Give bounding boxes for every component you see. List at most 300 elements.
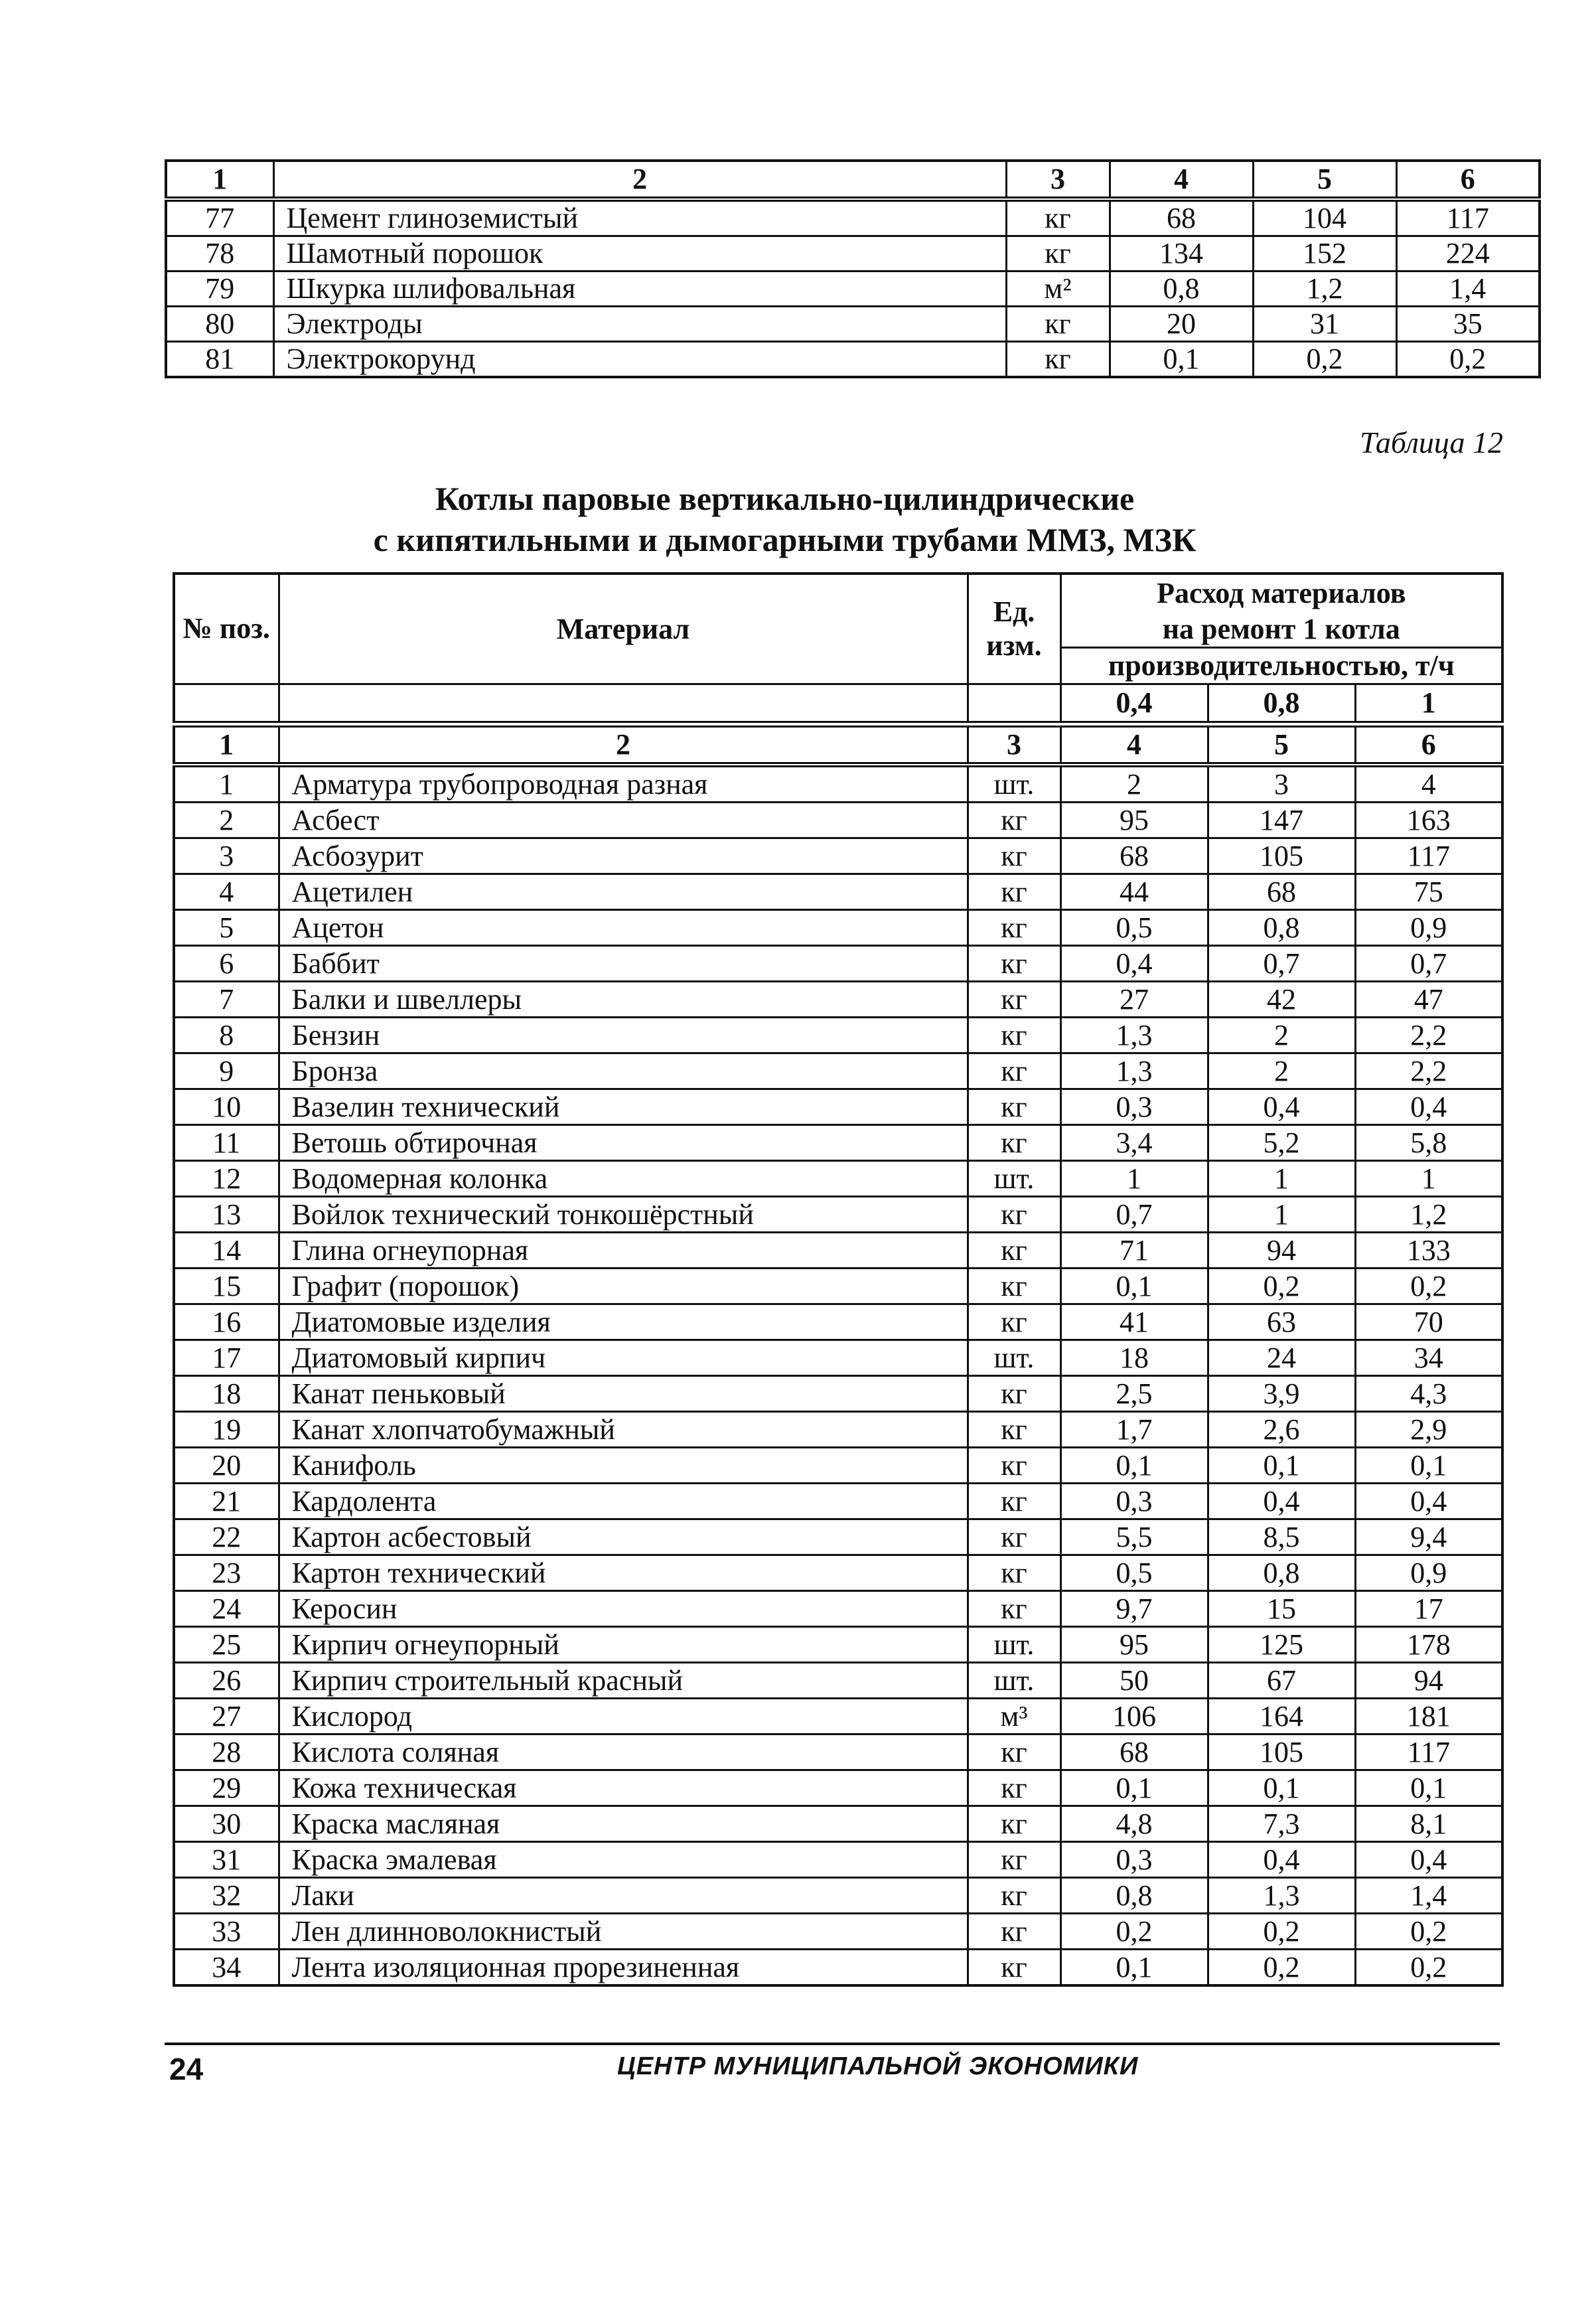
material-name: Диатомовые изделия	[279, 1304, 968, 1340]
row-number: 16	[174, 1304, 279, 1340]
value-col-5: 0,2	[1208, 1914, 1355, 1950]
column-number: 4	[1060, 724, 1208, 765]
value-col-5: 0,2	[1208, 1269, 1355, 1304]
row-number: 12	[174, 1161, 279, 1197]
unit: кг	[968, 874, 1060, 910]
col-head-material: Материал	[279, 574, 968, 684]
value-col-5: 0,8	[1208, 1555, 1355, 1591]
material-name: Баббит	[279, 946, 968, 982]
table-row	[166, 307, 1540, 342]
material-name: Краска эмалевая	[279, 1842, 968, 1878]
table-row	[174, 1519, 1502, 1555]
material-name: Краска масляная	[279, 1806, 968, 1842]
col-head-cap-1: 0,4	[1060, 684, 1208, 725]
value-col-5: 0,7	[1208, 946, 1355, 982]
value-col-4: 44	[1060, 874, 1208, 910]
row-number: 14	[174, 1233, 279, 1269]
row-number: 8	[174, 1018, 279, 1053]
table-row	[174, 1914, 1502, 1950]
row-number: 25	[174, 1627, 279, 1663]
value-col-5: 0,1	[1208, 1448, 1355, 1484]
value-col-6: 0,1	[1355, 1770, 1502, 1806]
unit: кг	[968, 1770, 1060, 1806]
table-row	[166, 342, 1540, 378]
value-col-5: 94	[1208, 1233, 1355, 1269]
value-col-6: 0,1	[1355, 1448, 1502, 1484]
row-number: 20	[174, 1448, 279, 1484]
row-number: 79	[166, 271, 273, 307]
value-col-6: 181	[1355, 1699, 1502, 1735]
material-name: Канат хлопчатобумажный	[279, 1412, 968, 1448]
value-col-6: 70	[1355, 1304, 1502, 1340]
unit: шт.	[968, 1627, 1060, 1663]
unit: кг	[968, 1412, 1060, 1448]
value-col-4: 68	[1110, 199, 1253, 236]
row-number: 9	[174, 1053, 279, 1089]
table-row	[174, 1842, 1502, 1878]
unit: кг	[968, 1304, 1060, 1340]
row-number: 7	[174, 982, 279, 1018]
material-name: Ветошь обтирочная	[279, 1125, 968, 1161]
value-col-4: 0,5	[1060, 1555, 1208, 1591]
material-name: Кардолента	[279, 1484, 968, 1519]
table-row	[166, 236, 1540, 271]
table-row	[174, 1627, 1502, 1663]
unit: кг	[968, 1125, 1060, 1161]
value-col-4: 134	[1110, 236, 1253, 271]
value-col-6: 9,4	[1355, 1519, 1502, 1555]
col-head-consumption-1: Расход материалов	[1060, 574, 1502, 612]
column-number-row	[174, 724, 1502, 765]
value-col-5: 2,6	[1208, 1412, 1355, 1448]
material-name: Канат пеньковый	[279, 1376, 968, 1412]
value-col-4: 0,4	[1060, 946, 1208, 982]
unit: кг	[968, 1591, 1060, 1627]
row-number: 15	[174, 1269, 279, 1304]
unit: шт.	[968, 1663, 1060, 1699]
unit: кг	[968, 982, 1060, 1018]
unit: кг	[968, 1448, 1060, 1484]
material-name: Водомерная колонка	[279, 1161, 968, 1197]
material-name: Ацетилен	[279, 874, 968, 910]
material-name: Канифоль	[279, 1448, 968, 1484]
value-col-5: 31	[1253, 307, 1396, 342]
col-head-pos: № поз.	[174, 574, 279, 684]
material-name: Кислота соляная	[279, 1735, 968, 1770]
row-number: 81	[166, 342, 273, 378]
material-name: Цемент глиноземистый	[273, 199, 1006, 236]
value-col-5: 0,4	[1208, 1842, 1355, 1878]
value-col-4: 0,3	[1060, 1089, 1208, 1125]
value-col-5: 3	[1208, 765, 1355, 803]
column-number: 1	[166, 161, 273, 199]
value-col-6: 0,4	[1355, 1484, 1502, 1519]
value-col-5: 1	[1208, 1161, 1355, 1197]
value-col-6: 0,7	[1355, 946, 1502, 982]
table-row	[174, 1448, 1502, 1484]
row-number: 10	[174, 1089, 279, 1125]
row-number: 1	[174, 765, 279, 803]
row-number: 22	[174, 1519, 279, 1555]
material-name: Шамотный порошок	[273, 236, 1006, 271]
table-row	[174, 765, 1502, 803]
material-name: Бензин	[279, 1018, 968, 1053]
table-row	[174, 1735, 1502, 1770]
table-row	[174, 946, 1502, 982]
material-name: Картон технический	[279, 1555, 968, 1591]
table-title-line-2: с кипятильными и дымогарными трубами ММЗ, МЗК	[373, 521, 1197, 558]
value-col-5: 0,1	[1208, 1770, 1355, 1806]
row-number: 17	[174, 1340, 279, 1376]
value-col-4: 0,1	[1060, 1269, 1208, 1304]
table-row	[166, 199, 1540, 236]
material-name: Ацетон	[279, 910, 968, 946]
unit: м³	[968, 1699, 1060, 1735]
unit: кг	[1006, 236, 1110, 271]
table-row	[174, 1591, 1502, 1627]
value-col-5: 1,3	[1208, 1878, 1355, 1914]
value-col-5: 1	[1208, 1197, 1355, 1233]
material-name: Кирпич огнеупорный	[279, 1627, 968, 1663]
table-row	[174, 1340, 1502, 1376]
value-col-6: 133	[1355, 1233, 1502, 1269]
value-col-6: 5,8	[1355, 1125, 1502, 1161]
value-col-5: 147	[1208, 803, 1355, 838]
table-row	[166, 271, 1540, 307]
material-name: Электроды	[273, 307, 1006, 342]
unit: кг	[968, 1914, 1060, 1950]
value-col-4: 0,1	[1060, 1448, 1208, 1484]
value-col-6: 224	[1396, 236, 1540, 271]
value-col-4: 9,7	[1060, 1591, 1208, 1627]
row-number: 78	[166, 236, 273, 271]
row-number: 29	[174, 1770, 279, 1806]
value-col-6: 0,4	[1355, 1089, 1502, 1125]
value-col-6: 0,2	[1396, 342, 1540, 378]
column-number: 2	[279, 724, 968, 765]
value-col-5: 1,2	[1253, 271, 1396, 307]
table-row	[174, 1699, 1502, 1735]
table-title-line-1: Котлы паровые вертикально-цилиндрические	[435, 480, 1135, 517]
row-number: 4	[174, 874, 279, 910]
row-number: 21	[174, 1484, 279, 1519]
row-number: 80	[166, 307, 273, 342]
value-col-4: 18	[1060, 1340, 1208, 1376]
value-col-4: 0,2	[1060, 1914, 1208, 1950]
value-col-5: 24	[1208, 1340, 1355, 1376]
value-col-6: 0,4	[1355, 1842, 1502, 1878]
value-col-6: 0,2	[1355, 1950, 1502, 1986]
value-col-5: 152	[1253, 236, 1396, 271]
row-number: 6	[174, 946, 279, 982]
value-col-4: 50	[1060, 1663, 1208, 1699]
value-col-4: 1,3	[1060, 1018, 1208, 1053]
value-col-4: 1,3	[1060, 1053, 1208, 1089]
value-col-4: 27	[1060, 982, 1208, 1018]
value-col-4: 0,5	[1060, 910, 1208, 946]
unit: кг	[968, 1376, 1060, 1412]
value-col-4: 0,1	[1060, 1770, 1208, 1806]
material-name: Войлок технический тонкошёрстный	[279, 1197, 968, 1233]
value-col-5: 5,2	[1208, 1125, 1355, 1161]
unit: кг	[968, 1197, 1060, 1233]
unit: кг	[968, 1484, 1060, 1519]
row-number: 3	[174, 838, 279, 874]
value-col-4: 106	[1060, 1699, 1208, 1735]
table-row	[174, 1663, 1502, 1699]
value-col-5: 0,2	[1253, 342, 1396, 378]
material-name: Асбест	[279, 803, 968, 838]
table-row	[174, 1125, 1502, 1161]
unit: кг	[968, 1018, 1060, 1053]
value-col-5: 2	[1208, 1018, 1355, 1053]
column-number-row	[166, 161, 1540, 199]
material-name: Бронза	[279, 1053, 968, 1089]
value-col-4: 0,1	[1060, 1950, 1208, 1986]
unit: шт.	[968, 1340, 1060, 1376]
col-head-productivity: производительностью, т/ч	[1060, 648, 1502, 684]
table-row	[174, 803, 1502, 838]
value-col-4: 95	[1060, 1627, 1208, 1663]
material-name: Арматура трубопроводная разная	[279, 765, 968, 803]
table-row	[174, 1304, 1502, 1340]
unit: кг	[1006, 199, 1110, 236]
value-col-6: 17	[1355, 1591, 1502, 1627]
table-row	[174, 1233, 1502, 1269]
value-col-6: 35	[1396, 307, 1540, 342]
value-col-4: 2,5	[1060, 1376, 1208, 1412]
row-number: 32	[174, 1878, 279, 1914]
value-col-4: 41	[1060, 1304, 1208, 1340]
value-col-6: 2,2	[1355, 1018, 1502, 1053]
unit: кг	[968, 1806, 1060, 1842]
value-col-4: 2	[1060, 765, 1208, 803]
table-row	[174, 1412, 1502, 1448]
value-col-5: 164	[1208, 1699, 1355, 1735]
row-number: 30	[174, 1806, 279, 1842]
value-col-5: 63	[1208, 1304, 1355, 1340]
material-name: Лента изоляционная прорезиненная	[279, 1950, 968, 1986]
value-col-4: 0,8	[1110, 271, 1253, 307]
value-col-5: 105	[1208, 1735, 1355, 1770]
row-number: 77	[166, 199, 273, 236]
unit: кг	[1006, 307, 1110, 342]
material-name: Керосин	[279, 1591, 968, 1627]
unit: шт.	[968, 765, 1060, 803]
table-row	[174, 1161, 1502, 1197]
value-col-6: 117	[1396, 199, 1540, 236]
table-row	[174, 1197, 1502, 1233]
value-col-6: 2,2	[1355, 1053, 1502, 1089]
value-col-5: 0,8	[1208, 910, 1355, 946]
material-name: Асбозурит	[279, 838, 968, 874]
value-col-4: 0,7	[1060, 1197, 1208, 1233]
material-name: Лен длинноволокнистый	[279, 1914, 968, 1950]
row-number: 5	[174, 910, 279, 946]
value-col-6: 0,2	[1355, 1914, 1502, 1950]
value-col-6: 0,9	[1355, 1555, 1502, 1591]
unit: кг	[968, 1233, 1060, 1269]
row-number: 27	[174, 1699, 279, 1735]
unit: кг	[968, 803, 1060, 838]
value-col-6: 75	[1355, 874, 1502, 910]
col-head-consumption-2: на ремонт 1 котла	[1060, 612, 1502, 648]
value-col-5: 0,4	[1208, 1484, 1355, 1519]
unit: шт.	[968, 1161, 1060, 1197]
table-row	[174, 1806, 1502, 1842]
value-col-5: 0,2	[1208, 1950, 1355, 1986]
value-col-4: 1	[1060, 1161, 1208, 1197]
unit: кг	[968, 1555, 1060, 1591]
table-row	[174, 1053, 1502, 1089]
value-col-5: 42	[1208, 982, 1355, 1018]
col-head-cap-3: 1	[1355, 684, 1502, 725]
material-name: Электрокорунд	[273, 342, 1006, 378]
material-name: Лаки	[279, 1878, 968, 1914]
value-col-6: 94	[1355, 1663, 1502, 1699]
column-number: 6	[1355, 724, 1502, 765]
value-col-4: 4,8	[1060, 1806, 1208, 1842]
table-row	[174, 1089, 1502, 1125]
value-col-5: 8,5	[1208, 1519, 1355, 1555]
material-name: Шкурка шлифовальная	[273, 271, 1006, 307]
value-col-5: 104	[1253, 199, 1396, 236]
table-row	[174, 1770, 1502, 1806]
material-name: Кожа техническая	[279, 1770, 968, 1806]
value-col-4: 0,3	[1060, 1842, 1208, 1878]
value-col-6: 4,3	[1355, 1376, 1502, 1412]
col-head-unit: Ед. изм.	[968, 574, 1060, 684]
table-row	[174, 1555, 1502, 1591]
value-col-6: 178	[1355, 1627, 1502, 1663]
continuation-table	[165, 159, 1541, 378]
unit: кг	[968, 910, 1060, 946]
value-col-6: 117	[1355, 838, 1502, 874]
row-number: 34	[174, 1950, 279, 1986]
row-number: 24	[174, 1591, 279, 1627]
unit: кг	[968, 1519, 1060, 1555]
table-row	[174, 1878, 1502, 1914]
row-number: 19	[174, 1412, 279, 1448]
row-number: 33	[174, 1914, 279, 1950]
footer-rule	[165, 2043, 1500, 2045]
col-head-cap-2: 0,8	[1208, 684, 1355, 725]
row-number: 11	[174, 1125, 279, 1161]
unit: м²	[1006, 271, 1110, 307]
value-col-6: 0,9	[1355, 910, 1502, 946]
table-row	[174, 982, 1502, 1018]
unit: кг	[968, 1842, 1060, 1878]
value-col-6: 8,1	[1355, 1806, 1502, 1842]
row-number: 31	[174, 1842, 279, 1878]
row-number: 26	[174, 1663, 279, 1699]
value-col-5: 67	[1208, 1663, 1355, 1699]
value-col-6: 1,4	[1396, 271, 1540, 307]
column-number: 3	[968, 724, 1060, 765]
material-name: Вазелин технический	[279, 1089, 968, 1125]
value-col-6: 1,2	[1355, 1197, 1502, 1233]
value-col-5: 2	[1208, 1053, 1355, 1089]
table-row	[174, 838, 1502, 874]
value-col-6: 47	[1355, 982, 1502, 1018]
value-col-5: 125	[1208, 1627, 1355, 1663]
column-number: 1	[174, 724, 279, 765]
column-number: 4	[1110, 161, 1253, 199]
value-col-4: 68	[1060, 1735, 1208, 1770]
value-col-6: 1,4	[1355, 1878, 1502, 1914]
value-col-5: 3,9	[1208, 1376, 1355, 1412]
value-col-5: 7,3	[1208, 1806, 1355, 1842]
value-col-4: 0,8	[1060, 1878, 1208, 1914]
value-col-6: 0,2	[1355, 1269, 1502, 1304]
row-number: 28	[174, 1735, 279, 1770]
row-number: 2	[174, 803, 279, 838]
material-name: Кирпич строительный красный	[279, 1663, 968, 1699]
unit: кг	[968, 838, 1060, 874]
page-number: 24	[169, 2052, 204, 2086]
unit: кг	[1006, 342, 1110, 378]
value-col-6: 4	[1355, 765, 1502, 803]
material-name: Диатомовый кирпич	[279, 1340, 968, 1376]
value-col-6: 2,9	[1355, 1412, 1502, 1448]
value-col-5: 0,4	[1208, 1089, 1355, 1125]
unit: кг	[968, 1878, 1060, 1914]
value-col-4: 20	[1110, 307, 1253, 342]
value-col-6: 163	[1355, 803, 1502, 838]
table-row	[174, 1950, 1502, 1986]
table-row	[174, 1269, 1502, 1304]
table-caption: Таблица 12	[1359, 425, 1503, 459]
value-col-5: 15	[1208, 1591, 1355, 1627]
unit: кг	[968, 1269, 1060, 1304]
value-col-6: 117	[1355, 1735, 1502, 1770]
value-col-5: 105	[1208, 838, 1355, 874]
value-col-4: 0,3	[1060, 1484, 1208, 1519]
value-col-4: 71	[1060, 1233, 1208, 1269]
column-number: 2	[273, 161, 1006, 199]
unit: кг	[968, 1053, 1060, 1089]
table-row	[174, 910, 1502, 946]
value-col-4: 3,4	[1060, 1125, 1208, 1161]
column-number: 6	[1396, 161, 1540, 199]
unit: кг	[968, 1950, 1060, 1986]
value-col-6: 34	[1355, 1340, 1502, 1376]
table-row	[174, 1376, 1502, 1412]
column-number: 5	[1208, 724, 1355, 765]
row-number: 18	[174, 1376, 279, 1412]
value-col-4: 95	[1060, 803, 1208, 838]
unit: кг	[968, 1089, 1060, 1125]
column-number: 3	[1006, 161, 1110, 199]
unit: кг	[968, 1735, 1060, 1770]
table-row	[174, 1018, 1502, 1053]
material-name: Глина огнеупорная	[279, 1233, 968, 1269]
value-col-5: 68	[1208, 874, 1355, 910]
publisher-name: ЦЕНТР МУНИЦИПАЛЬНОЙ ЭКОНОМИКИ	[617, 2052, 1139, 2080]
material-name: Кислород	[279, 1699, 968, 1735]
row-number: 23	[174, 1555, 279, 1591]
value-col-4: 0,1	[1110, 342, 1253, 378]
value-col-4: 5,5	[1060, 1519, 1208, 1555]
material-name: Картон асбестовый	[279, 1519, 968, 1555]
material-name: Графит (порошок)	[279, 1269, 968, 1304]
unit: кг	[968, 946, 1060, 982]
materials-table	[173, 572, 1504, 1987]
material-name: Балки и швеллеры	[279, 982, 968, 1018]
value-col-4: 1,7	[1060, 1412, 1208, 1448]
value-col-6: 1	[1355, 1161, 1502, 1197]
table-row	[174, 1484, 1502, 1519]
